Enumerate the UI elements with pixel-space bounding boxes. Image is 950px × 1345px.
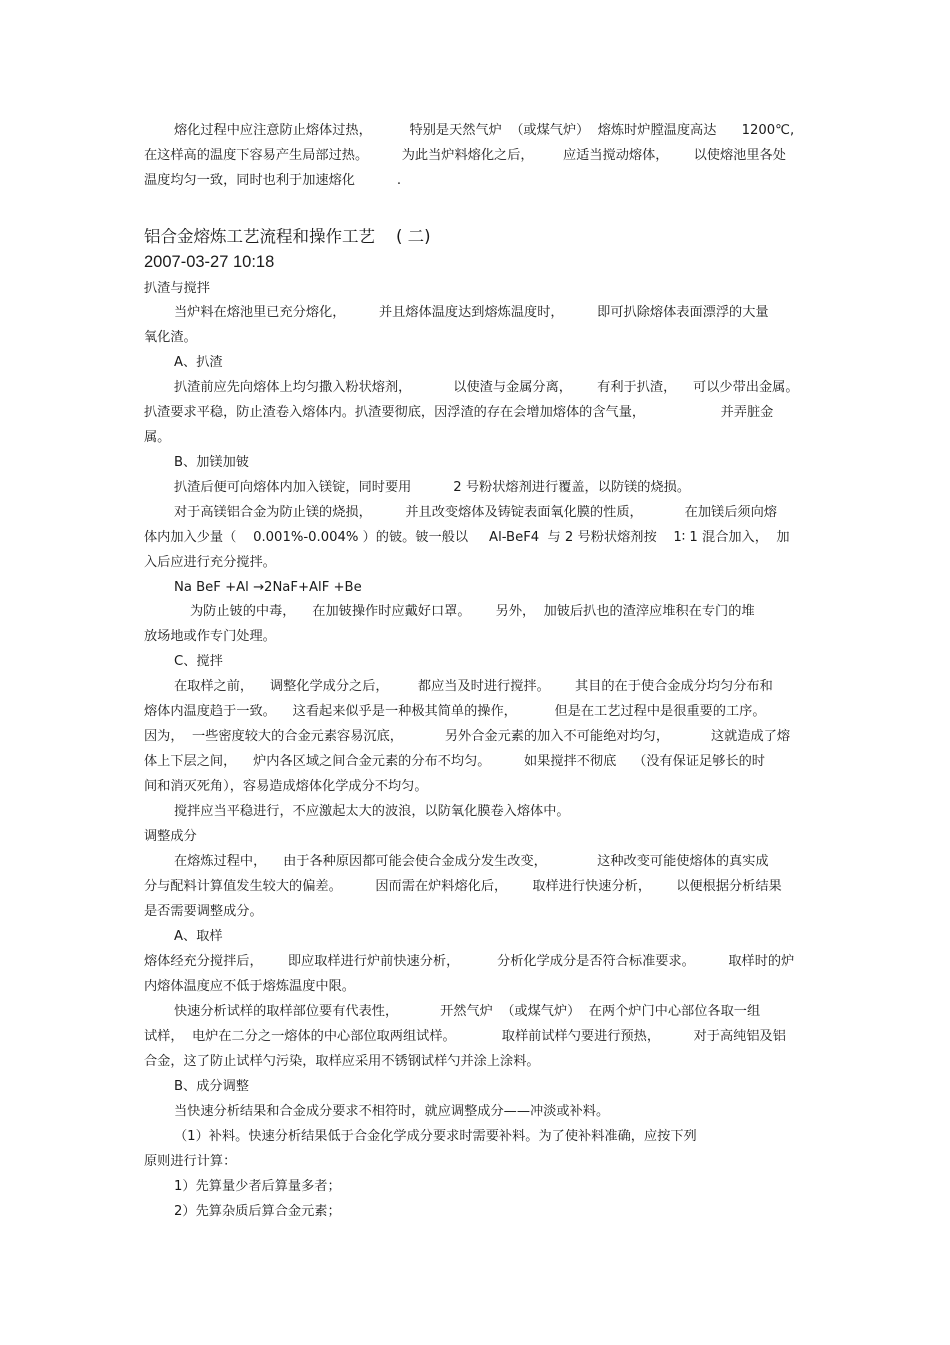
paragraph-line: 内熔体温度应不低于熔炼温度中限。 [144,979,355,994]
subsection-heading: A、扒渣 [174,355,223,370]
paragraph-line: 快速分析试样的取样部位要有代表性， 开然气炉 （或煤气炉） 在两个炉门中心部位各取一组 [174,1004,761,1019]
paragraph-line: 对于高镁铝合金为防止镁的烧损， 并且改变熔体及铸锭表面氧化膜的性质， 在加镁后须向熔 [174,505,777,520]
subsection-heading: B、加镁加铍 [174,455,249,470]
paragraph-line: 入后应进行充分搅拌。 [144,555,276,570]
paragraph-line: 体上下层之间， 炉内各区域之间合金元素的分布不均匀。 如果搅拌不彻底 （没有保证足够长的时 [144,754,765,769]
paragraph-line: 间和消灭死角），容易造成熔体化学成分不均匀。 [144,779,428,794]
subsection-heading: C、搅拌 [174,654,223,669]
list-item: 1）先算量少者后算量多者； [174,1179,341,1194]
paragraph-line: 原则进行计算： [144,1154,237,1169]
paragraph-line: （1）补料。快速分析结果低于合金化学成分要求时需要补料。为了使补料准确，应按下列 [174,1129,697,1144]
paragraph-line: 熔体经充分搅拌后， 即应取样进行炉前快速分析， 分析化学成分是否符合标准要求。 取样时的炉 [144,954,795,969]
paragraph-line: 放场地或作专门处理。 [144,629,276,644]
paragraph-line: 熔体内温度趋于一致。 这看起来似乎是一种极其简单的操作， 但是在工艺过程中是很重要的工序。 [144,704,766,719]
intro-line-3: 温度均匀一致，同时也利于加速熔化 . [144,173,402,188]
article-title: 铝合金熔炼工艺流程和操作工艺 ( 二) [144,227,431,246]
paragraph-line: 在取样之前， 调整化学成分之后， 都应当及时进行搅拌。 其目的在于使合金成分均匀分布和 [174,679,773,694]
paragraph-line: 当炉料在熔池里已充分熔化， 并且熔体温度达到熔炼温度时， 即可扒除熔体表面漂浮的大量 [174,305,769,320]
subsection-heading: A、取样 [174,929,223,944]
paragraph-line: 氧化渣。 [144,330,197,345]
paragraph-line: 扒渣前应先向熔体上均匀撒入粉状熔剂， 以使渣与金属分离， 有利于扒渣， 可以少带出金属。 [174,380,799,395]
paragraph-line: 合金，这了防止试样勺污染，取样应采用不锈钢试样勺并涂上涂料。 [144,1054,540,1069]
subsection-heading: B、成分调整 [174,1079,249,1094]
intro-line-1: 熔化过程中应注意防止熔体过热， 特别是天然气炉 （或煤气炉） 熔炼时炉膛温度高达 1200℃, [174,123,795,138]
paragraph-line: 是否需要调整成分。 [144,904,263,919]
paragraph-line: 扒渣要求平稳，防止渣卷入熔体内。扒渣要彻底，因浮渣的存在会增加熔体的含气量， 并弄脏金 [144,405,774,420]
chemical-equation: Na BeF +Al →2NaF+AlF +Be [174,580,362,595]
paragraph-line: 属。 [144,430,171,445]
paragraph-line: 体内加入少量（ 0.001%-0.004% ）的铍。铍一般以 Al-BeF4 与 2 号粉状熔剂按 1∶ 1 混合加入， 加 [144,530,790,545]
paragraph-line: 当快速分析结果和合金成分要求不相符时，就应调整成分——冲淡或补料。 [174,1104,610,1119]
intro-line-2: 在这样高的温度下容易产生局部过热。 为此当炉料熔化之后， 应适当搅动熔体， 以使熔池里各处 [144,148,786,163]
paragraph-line: 在熔炼过程中， 由于各种原因都可能会使合金成分发生改变， 这种改变可能使熔体的真实成 [174,854,769,869]
paragraph-line: 分与配料计算值发生较大的偏差。 因而需在炉料熔化后， 取样进行快速分析， 以便根据分析结果 [144,879,782,894]
paragraph-line: 扒渣后便可向熔体内加入镁锭，同时要用 2 号粉状熔剂进行覆盖，以防镁的烧损。 [174,480,691,495]
section-heading: 调整成分 [144,829,197,844]
list-item: 2）先算杂质后算合金元素； [174,1204,341,1219]
article-date: 2007-03-27 10:18 [144,253,275,271]
paragraph-line: 为防止铍的中毒， 在加铍操作时应戴好口罩。 另外， 加铍后扒也的渣滓应堆积在专门的堆 [190,604,755,619]
paragraph-line: 试样， 电炉在二分之一熔体的中心部位取两组试样。 取样前试样勺要进行预热， 对于高纯铝及铝 [144,1029,786,1044]
paragraph-line: 搅拌应当平稳进行，不应激起太大的波浪，以防氧化膜卷入熔体中。 [174,804,570,819]
paragraph-line: 因为， 一些密度较大的合金元素容易沉底， 另外合金元素的加入不可能绝对均匀， 这就造成了熔 [144,729,791,744]
section-heading: 扒渣与搅拌 [144,281,210,296]
